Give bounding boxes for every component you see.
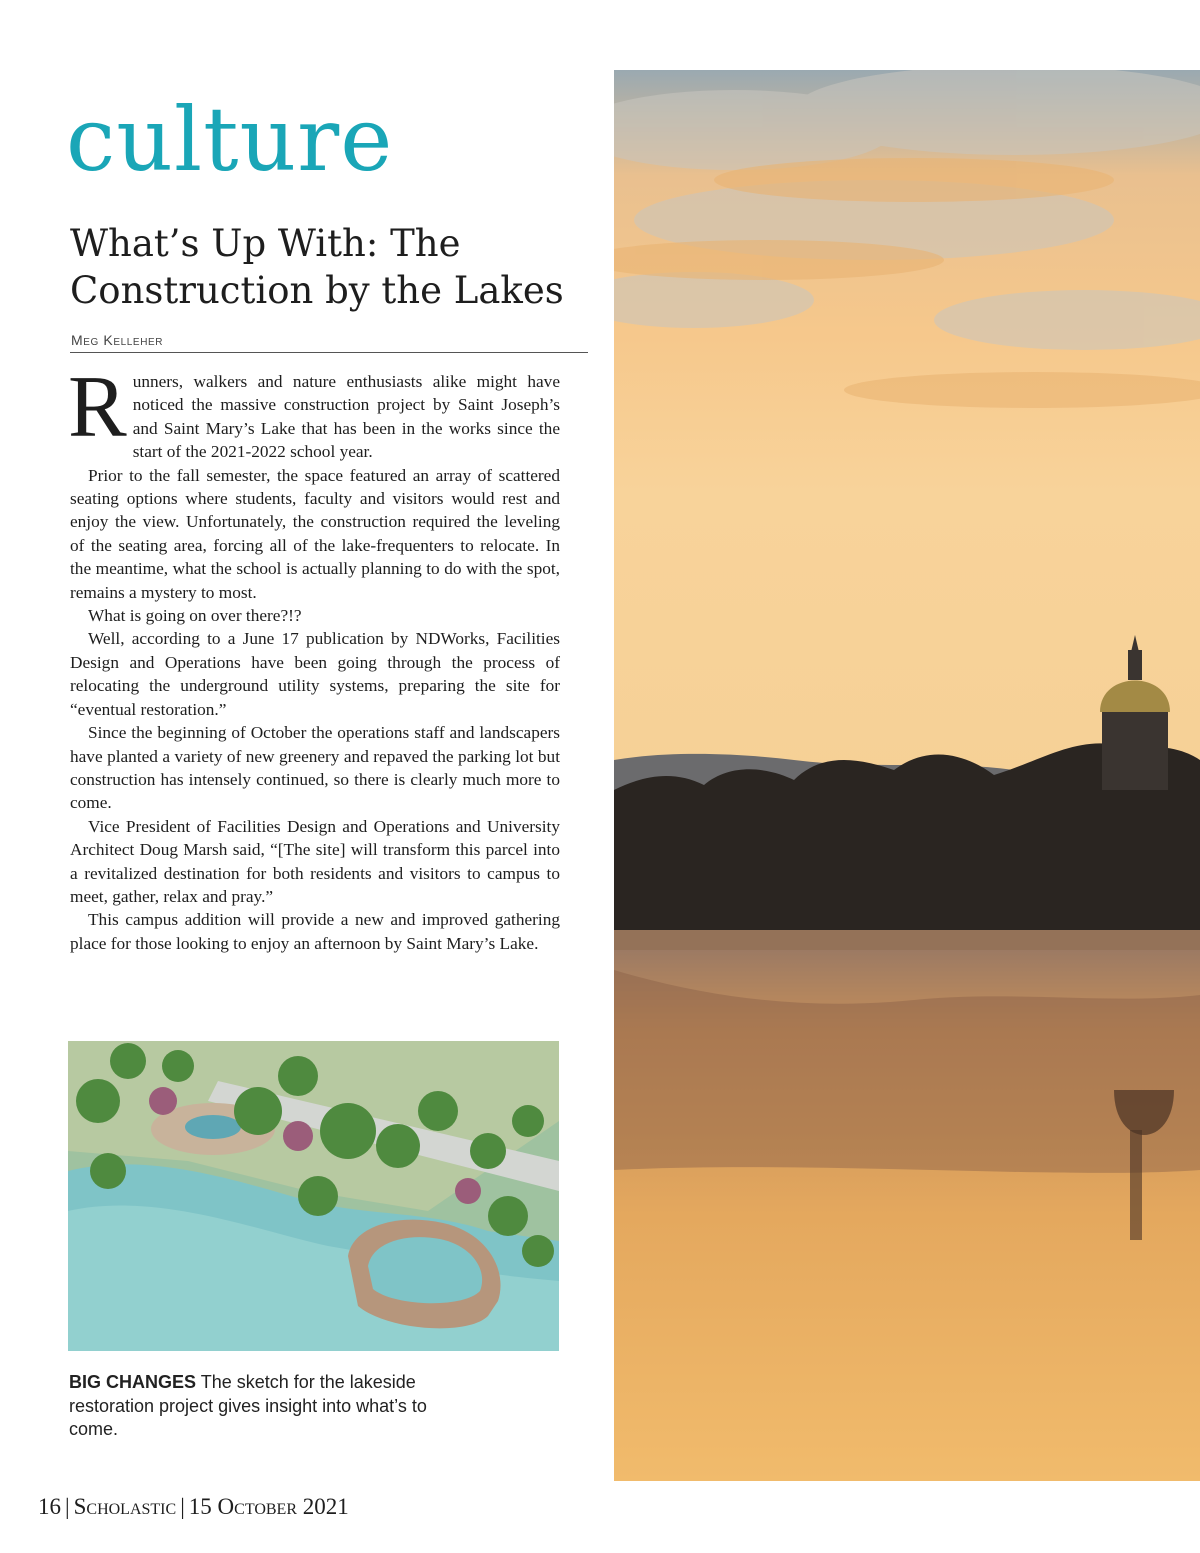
article-body — [68, 359, 560, 955]
lake-sunrise-photo — [614, 70, 1200, 1481]
paragraph-6: Vice President of Facilities Design and Operations and University Architect Doug Marsh said, “[The site] will transform this parcel into a revitalized destination for both residents and visitors to campus to meet, gather, relax and pray.” — [70, 816, 560, 906]
paragraph-1-text: unners, walkers and nature enthusiasts alike might have noticed the massive construction project by Saint Joseph’s and Saint Mary’s Lake that has been in the works since the start of the 2021-2022 school year. — [132, 372, 560, 462]
paragraph-1 — [68, 359, 560, 464]
caption-lead: BIG CHANGES — [69, 1372, 197, 1392]
article-headline: What’s Up With: The Construction by the Lakes — [70, 222, 564, 312]
page-number: 16 — [38, 1494, 61, 1519]
publication-name: Scholastic — [73, 1494, 177, 1519]
paragraph-4: Well, according to a June 17 publication by NDWorks, Facilities Design and Operations have been going through the process of relocating the underground utility systems, preparing the site for “eventual restoration.” — [70, 629, 560, 719]
paragraph-2: Prior to the fall semester, the space featured an array of scattered seating options where students, faculty and visitors would rest and enjoy the view. Unfortunately, the construction required the leveling of the seating area, forcing all of the lake-frequenters to relocate. In the meantime, what the school is actually planning to do with the spot, remains a mystery to most. — [70, 465, 560, 602]
issue-date: 15 October 2021 — [188, 1494, 349, 1519]
image-caption — [69, 1371, 449, 1442]
byline: Meg Kelleher — [71, 332, 164, 348]
page-footer: 16 | Scholastic | 15 October 2021 — [38, 1494, 349, 1519]
section-title: culture — [66, 88, 394, 191]
paragraph-3: What is going on over there?!? — [88, 606, 302, 626]
paragraph-5: Since the beginning of October the operations staff and landscapers have planted a variety of new greenery and repaved the parking lot but construction has intensely continued, so there is clearly much more to come. — [70, 723, 560, 813]
caption-text: The sketch for the lakeside restoration project gives insight into what’s to come. — [69, 1372, 427, 1439]
paragraph-7: This campus addition will provide a new and improved gathering place for those looking to enjoy an afternoon by Saint Mary’s Lake. — [70, 910, 560, 953]
lakeside-sketch-image — [68, 1041, 559, 1351]
drop-cap: R — [68, 359, 127, 456]
byline-divider — [70, 352, 588, 353]
